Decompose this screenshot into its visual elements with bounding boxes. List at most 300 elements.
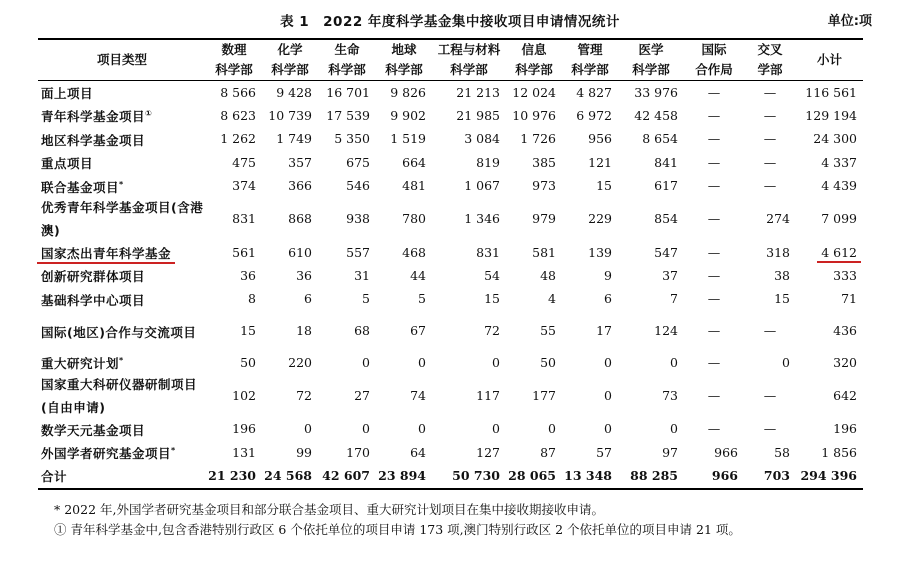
- footnote-star: * 2022 年,外国学者研究基金项目和部分联合基金项目、重大研究计划项目在集中接收期接收申请。: [54, 502, 604, 517]
- table-cell: [562, 104, 618, 127]
- highlight-underline-total: [817, 261, 861, 263]
- row-subtotal: [796, 264, 863, 287]
- cell-value: 374: [232, 178, 256, 194]
- table-row: [38, 175, 863, 198]
- cell-value: 10 976: [512, 107, 556, 123]
- cell-value: 3 084: [464, 131, 500, 147]
- cell-value: 966: [714, 444, 738, 460]
- row-label: [38, 175, 206, 198]
- table-cell: [618, 151, 684, 174]
- cell-value: 170: [346, 444, 370, 460]
- table-cell: [262, 128, 318, 151]
- table-cell: [684, 151, 744, 174]
- row-label: [38, 128, 206, 151]
- header-total: 小计: [796, 39, 863, 81]
- table-cell: [744, 151, 796, 174]
- row-subtotal: [796, 198, 863, 241]
- row-label: [38, 464, 206, 488]
- table-cell: [684, 418, 744, 441]
- row-label: [38, 241, 206, 264]
- cell-value: 74: [410, 387, 426, 403]
- cell-value: 127: [476, 444, 500, 460]
- cell-value: 27: [354, 387, 370, 403]
- cell-value: 9 902: [390, 107, 426, 123]
- row-label: [38, 351, 206, 374]
- row-label: [38, 311, 206, 351]
- table-cell: [506, 104, 562, 127]
- cell-value: 4 439: [821, 178, 857, 194]
- cell-value: 610: [288, 244, 312, 260]
- table-cell: [262, 464, 318, 488]
- table-cell: [618, 375, 684, 418]
- table-cell: [506, 351, 562, 374]
- table-cell: [744, 104, 796, 127]
- cell-value: 1 519: [390, 131, 426, 147]
- table-cell: [506, 198, 562, 241]
- table-cell: [206, 288, 262, 311]
- highlight-underline-label: [37, 262, 175, 264]
- row-subtotal: [796, 464, 863, 488]
- cell-value: 436: [833, 323, 857, 339]
- table-row: [38, 198, 863, 241]
- table-cell: [206, 311, 262, 351]
- table-cell: [562, 264, 618, 287]
- table-row: [38, 264, 863, 287]
- cell-value: 68: [354, 323, 370, 339]
- cell-value: —: [707, 354, 721, 370]
- table-cell: [318, 441, 376, 464]
- table-cell: [562, 464, 618, 488]
- table-cell: [744, 441, 796, 464]
- table-cell: [684, 104, 744, 127]
- cell-value: 318: [766, 244, 790, 260]
- row-subtotal: [796, 418, 863, 441]
- cell-value: 50: [240, 354, 256, 370]
- cell-value: —: [763, 421, 777, 437]
- table-cell: [744, 175, 796, 198]
- table-row: [38, 151, 863, 174]
- row-label-text: 优秀青年科学基金项目(含港澳): [41, 200, 204, 239]
- cell-value: 50: [540, 354, 556, 370]
- cell-value: 4 827: [576, 84, 612, 100]
- header-col: 地球 科学部: [376, 39, 432, 81]
- table-cell: [206, 198, 262, 241]
- row-subtotal: [796, 81, 863, 105]
- table-cell: [318, 351, 376, 374]
- cell-value: 979: [532, 211, 556, 227]
- table-cell: [506, 128, 562, 151]
- table-cell: [684, 241, 744, 264]
- row-subtotal: [796, 375, 863, 418]
- row-subtotal: [796, 351, 863, 374]
- cell-value: 131: [232, 444, 256, 460]
- cell-value: 0: [604, 421, 612, 437]
- table-body: [38, 81, 863, 489]
- table-cell: [744, 241, 796, 264]
- cell-value: —: [707, 291, 721, 307]
- cell-value: 64: [410, 444, 426, 460]
- cell-value: 0: [548, 421, 556, 437]
- cell-value: 0: [604, 387, 612, 403]
- table-cell: [206, 351, 262, 374]
- table-cell: [262, 198, 318, 241]
- cell-value: 21 230: [208, 467, 256, 483]
- table-cell: [684, 441, 744, 464]
- row-footnote-mark: *: [119, 356, 124, 366]
- cell-value: 6: [304, 291, 312, 307]
- table-cell: [376, 151, 432, 174]
- cell-value: 0: [604, 354, 612, 370]
- cell-value: 0: [492, 354, 500, 370]
- cell-value: 664: [402, 154, 426, 170]
- cell-value: 229: [588, 211, 612, 227]
- cell-value: 868: [288, 211, 312, 227]
- table-cell: [376, 128, 432, 151]
- row-subtotal: [796, 128, 863, 151]
- cell-value: 15: [774, 291, 790, 307]
- table-cell: [432, 128, 506, 151]
- cell-value: 4 612: [821, 244, 857, 260]
- table-cell: [432, 288, 506, 311]
- row-label: [38, 375, 206, 418]
- cell-value: —: [707, 154, 721, 170]
- row-label: [38, 288, 206, 311]
- table-cell: [262, 104, 318, 127]
- cell-value: 0: [362, 354, 370, 370]
- cell-value: 97: [662, 444, 678, 460]
- table-cell: [318, 104, 376, 127]
- table-cell: [432, 441, 506, 464]
- row-label-text: 面上项目: [41, 86, 94, 101]
- cell-value: 4 337: [821, 154, 857, 170]
- unit-label: 单位:项: [827, 14, 872, 29]
- row-footnote-mark: *: [119, 179, 124, 189]
- cell-value: 36: [296, 267, 312, 283]
- table-cell: [744, 311, 796, 351]
- table-cell: [262, 375, 318, 418]
- table-cell: [506, 375, 562, 418]
- cell-value: 23 894: [378, 467, 426, 483]
- row-label: [38, 418, 206, 441]
- cell-value: 1 067: [464, 178, 500, 194]
- cell-value: 0: [670, 421, 678, 437]
- row-label: [38, 441, 206, 464]
- table-cell: [318, 198, 376, 241]
- cell-value: 9 428: [276, 84, 312, 100]
- cell-value: 1 262: [220, 131, 256, 147]
- table-cell: [376, 311, 432, 351]
- table-cell: [744, 128, 796, 151]
- cell-value: 55: [540, 323, 556, 339]
- row-label-text: 联合基金项目: [41, 179, 120, 195]
- cell-value: 72: [484, 323, 500, 339]
- cell-value: 15: [484, 291, 500, 307]
- table-row: [38, 81, 863, 105]
- table-cell: [206, 81, 262, 105]
- row-label-text: 国家杰出青年科学基金: [41, 246, 172, 262]
- table-cell: [744, 351, 796, 374]
- cell-value: 21 985: [456, 107, 500, 123]
- table-cell: [376, 464, 432, 488]
- cell-value: 366: [288, 178, 312, 194]
- cell-value: 9: [604, 267, 612, 283]
- table-cell: [206, 375, 262, 418]
- row-label: [38, 151, 206, 174]
- cell-value: —: [707, 84, 721, 100]
- table-cell: [618, 198, 684, 241]
- table-cell: [562, 311, 618, 351]
- table-cell: [562, 375, 618, 418]
- table-cell: [206, 241, 262, 264]
- table-cell: [376, 441, 432, 464]
- row-subtotal: [796, 151, 863, 174]
- cell-value: 87: [540, 444, 556, 460]
- table-cell: [318, 175, 376, 198]
- table-cell: [432, 351, 506, 374]
- table-row: [38, 375, 863, 418]
- header-col: 国际 合作局: [684, 39, 744, 81]
- cell-value: 1 749: [276, 131, 312, 147]
- table-cell: [506, 81, 562, 105]
- table-cell: [318, 81, 376, 105]
- cell-value: 129 194: [805, 107, 857, 123]
- table-cell: [562, 288, 618, 311]
- table-cell: [684, 175, 744, 198]
- table-cell: [684, 128, 744, 151]
- cell-value: 333: [833, 267, 857, 283]
- table-cell: [618, 351, 684, 374]
- header-col: 数理 科学部: [206, 39, 262, 81]
- table-cell: [618, 288, 684, 311]
- cell-value: —: [763, 323, 777, 339]
- header-col: 医学 科学部: [618, 39, 684, 81]
- table-cell: [318, 464, 376, 488]
- cell-value: 42 607: [322, 467, 370, 483]
- table-cell: [744, 81, 796, 105]
- cell-value: 28 065: [508, 467, 556, 483]
- cell-value: 617: [654, 178, 678, 194]
- table-cell: [376, 175, 432, 198]
- row-label-text: 数学天元基金项目: [41, 422, 146, 438]
- table-row: [38, 418, 863, 441]
- table-cell: [506, 464, 562, 488]
- cell-value: —: [707, 421, 721, 437]
- table-cell: [376, 375, 432, 418]
- cell-value: 8: [248, 291, 256, 307]
- cell-value: 0: [418, 354, 426, 370]
- table-cell: [506, 151, 562, 174]
- row-label-text: 国际(地区)合作与交流项目: [41, 324, 197, 340]
- cell-value: 642: [833, 387, 857, 403]
- cell-value: 956: [588, 131, 612, 147]
- table-cell: [376, 81, 432, 105]
- cell-value: 780: [402, 211, 426, 227]
- cell-value: —: [763, 387, 777, 403]
- cell-value: 481: [402, 178, 426, 194]
- footnote-one: ① 青年科学基金中,包含香港特别行政区 6 个依托单位的项目申请 173 项,澳门特别行政区 2 个依托单位的项目申请 21 项。: [54, 522, 741, 537]
- cell-value: 48: [540, 267, 556, 283]
- cell-value: 50 730: [452, 467, 500, 483]
- cell-value: 0: [418, 421, 426, 437]
- cell-value: 10 739: [268, 107, 312, 123]
- table-cell: [262, 175, 318, 198]
- cell-value: 21 213: [456, 84, 500, 100]
- cell-value: 57: [596, 444, 612, 460]
- table-cell: [262, 418, 318, 441]
- table-cell: [618, 464, 684, 488]
- cell-value: 385: [532, 154, 556, 170]
- table-cell: [562, 175, 618, 198]
- cell-value: 24 300: [813, 131, 857, 147]
- table-cell: [432, 464, 506, 488]
- cell-value: 17: [596, 323, 612, 339]
- table-cell: [432, 311, 506, 351]
- table-cell: [206, 151, 262, 174]
- table-cell: [318, 288, 376, 311]
- table-cell: [618, 175, 684, 198]
- table-cell: [744, 288, 796, 311]
- cell-value: 320: [833, 354, 857, 370]
- cell-value: 117: [476, 387, 500, 403]
- cell-value: —: [763, 107, 777, 123]
- table-cell: [318, 151, 376, 174]
- header-row: [38, 39, 863, 81]
- table-cell: [318, 375, 376, 418]
- table-cell: [744, 198, 796, 241]
- table-cell: [262, 288, 318, 311]
- table-cell: [432, 175, 506, 198]
- cell-value: —: [763, 178, 777, 194]
- header-col: 管理 科学部: [562, 39, 618, 81]
- table-cell: [618, 241, 684, 264]
- cell-value: 13 348: [564, 467, 612, 483]
- table-cell: [432, 264, 506, 287]
- table-cell: [506, 288, 562, 311]
- cell-value: 0: [362, 421, 370, 437]
- cell-value: 18: [296, 323, 312, 339]
- table-cell: [206, 264, 262, 287]
- table-cell: [684, 264, 744, 287]
- table-row: [38, 441, 863, 464]
- row-footnote-mark: ①: [145, 109, 153, 119]
- row-label-text: 国家重大科研仪器研制项目(自由申请): [41, 376, 198, 415]
- cell-value: 6 972: [576, 107, 612, 123]
- cell-value: 831: [476, 244, 500, 260]
- header-col: 交叉 学部: [744, 39, 796, 81]
- cell-value: 819: [476, 154, 500, 170]
- table-cell: [376, 418, 432, 441]
- cell-value: 37: [662, 267, 678, 283]
- row-label-text: 基础科学中心项目: [41, 292, 146, 308]
- table-cell: [432, 104, 506, 127]
- cell-value: 38: [774, 267, 790, 283]
- table-cell: [206, 464, 262, 488]
- table-cell: [318, 241, 376, 264]
- table-cell: [506, 441, 562, 464]
- table-row: [38, 311, 863, 351]
- header-col: 化学 科学部: [262, 39, 318, 81]
- table-cell: [618, 441, 684, 464]
- header-col: 生命 科学部: [318, 39, 376, 81]
- table-cell: [562, 351, 618, 374]
- table-cell: [432, 375, 506, 418]
- cell-value: 196: [833, 421, 857, 437]
- cell-value: 5: [418, 291, 426, 307]
- cell-value: 1 856: [821, 444, 857, 460]
- cell-value: 88 285: [630, 467, 678, 483]
- header-col: 信息 科学部: [506, 39, 562, 81]
- table-cell: [562, 441, 618, 464]
- table-cell: [744, 464, 796, 488]
- cell-value: 475: [232, 154, 256, 170]
- cell-value: 16 701: [326, 84, 370, 100]
- table-cell: [206, 104, 262, 127]
- table-cell: [684, 464, 744, 488]
- cell-value: 0: [304, 421, 312, 437]
- table-cell: [562, 241, 618, 264]
- cell-value: 177: [532, 387, 556, 403]
- table-cell: [506, 241, 562, 264]
- cell-value: 966: [711, 467, 738, 483]
- table-cell: [506, 418, 562, 441]
- table-cell: [618, 311, 684, 351]
- cell-value: 546: [346, 178, 370, 194]
- cell-value: 24 568: [264, 467, 312, 483]
- cell-value: 0: [670, 354, 678, 370]
- cell-value: 675: [346, 154, 370, 170]
- table-cell: [684, 198, 744, 241]
- cell-value: 72: [296, 387, 312, 403]
- cell-value: —: [707, 267, 721, 283]
- cell-value: —: [707, 131, 721, 147]
- table-cell: [506, 264, 562, 287]
- table-cell: [562, 81, 618, 105]
- table-cell: [684, 288, 744, 311]
- table-row: [38, 241, 863, 264]
- cell-value: 139: [588, 244, 612, 260]
- row-label-text: 重大研究计划: [41, 356, 120, 372]
- cell-value: 5: [362, 291, 370, 307]
- table-cell: [618, 128, 684, 151]
- table-cell: [318, 264, 376, 287]
- cell-value: 5 350: [334, 131, 370, 147]
- table-cell: [684, 311, 744, 351]
- table-cell: [262, 441, 318, 464]
- table-cell: [262, 81, 318, 105]
- cell-value: 854: [654, 211, 678, 227]
- row-label-text: 地区科学基金项目: [41, 132, 146, 148]
- row-label-text: 重点项目: [41, 156, 94, 172]
- cell-value: —: [707, 107, 721, 123]
- table-cell: [744, 264, 796, 287]
- table-cell: [376, 288, 432, 311]
- table-cell: [376, 198, 432, 241]
- row-label-text: 青年科学基金项目: [41, 109, 146, 125]
- cell-value: 557: [346, 244, 370, 260]
- table-cell: [432, 198, 506, 241]
- cell-value: 31: [354, 267, 370, 283]
- row-subtotal: [796, 288, 863, 311]
- title-row: [0, 10, 900, 32]
- cell-value: 938: [346, 211, 370, 227]
- table-cell: [376, 241, 432, 264]
- cell-value: 54: [484, 267, 500, 283]
- cell-value: 581: [532, 244, 556, 260]
- cell-value: 124: [654, 323, 678, 339]
- cell-value: 71: [841, 291, 857, 307]
- table-cell: [376, 264, 432, 287]
- cell-value: 8 566: [220, 84, 256, 100]
